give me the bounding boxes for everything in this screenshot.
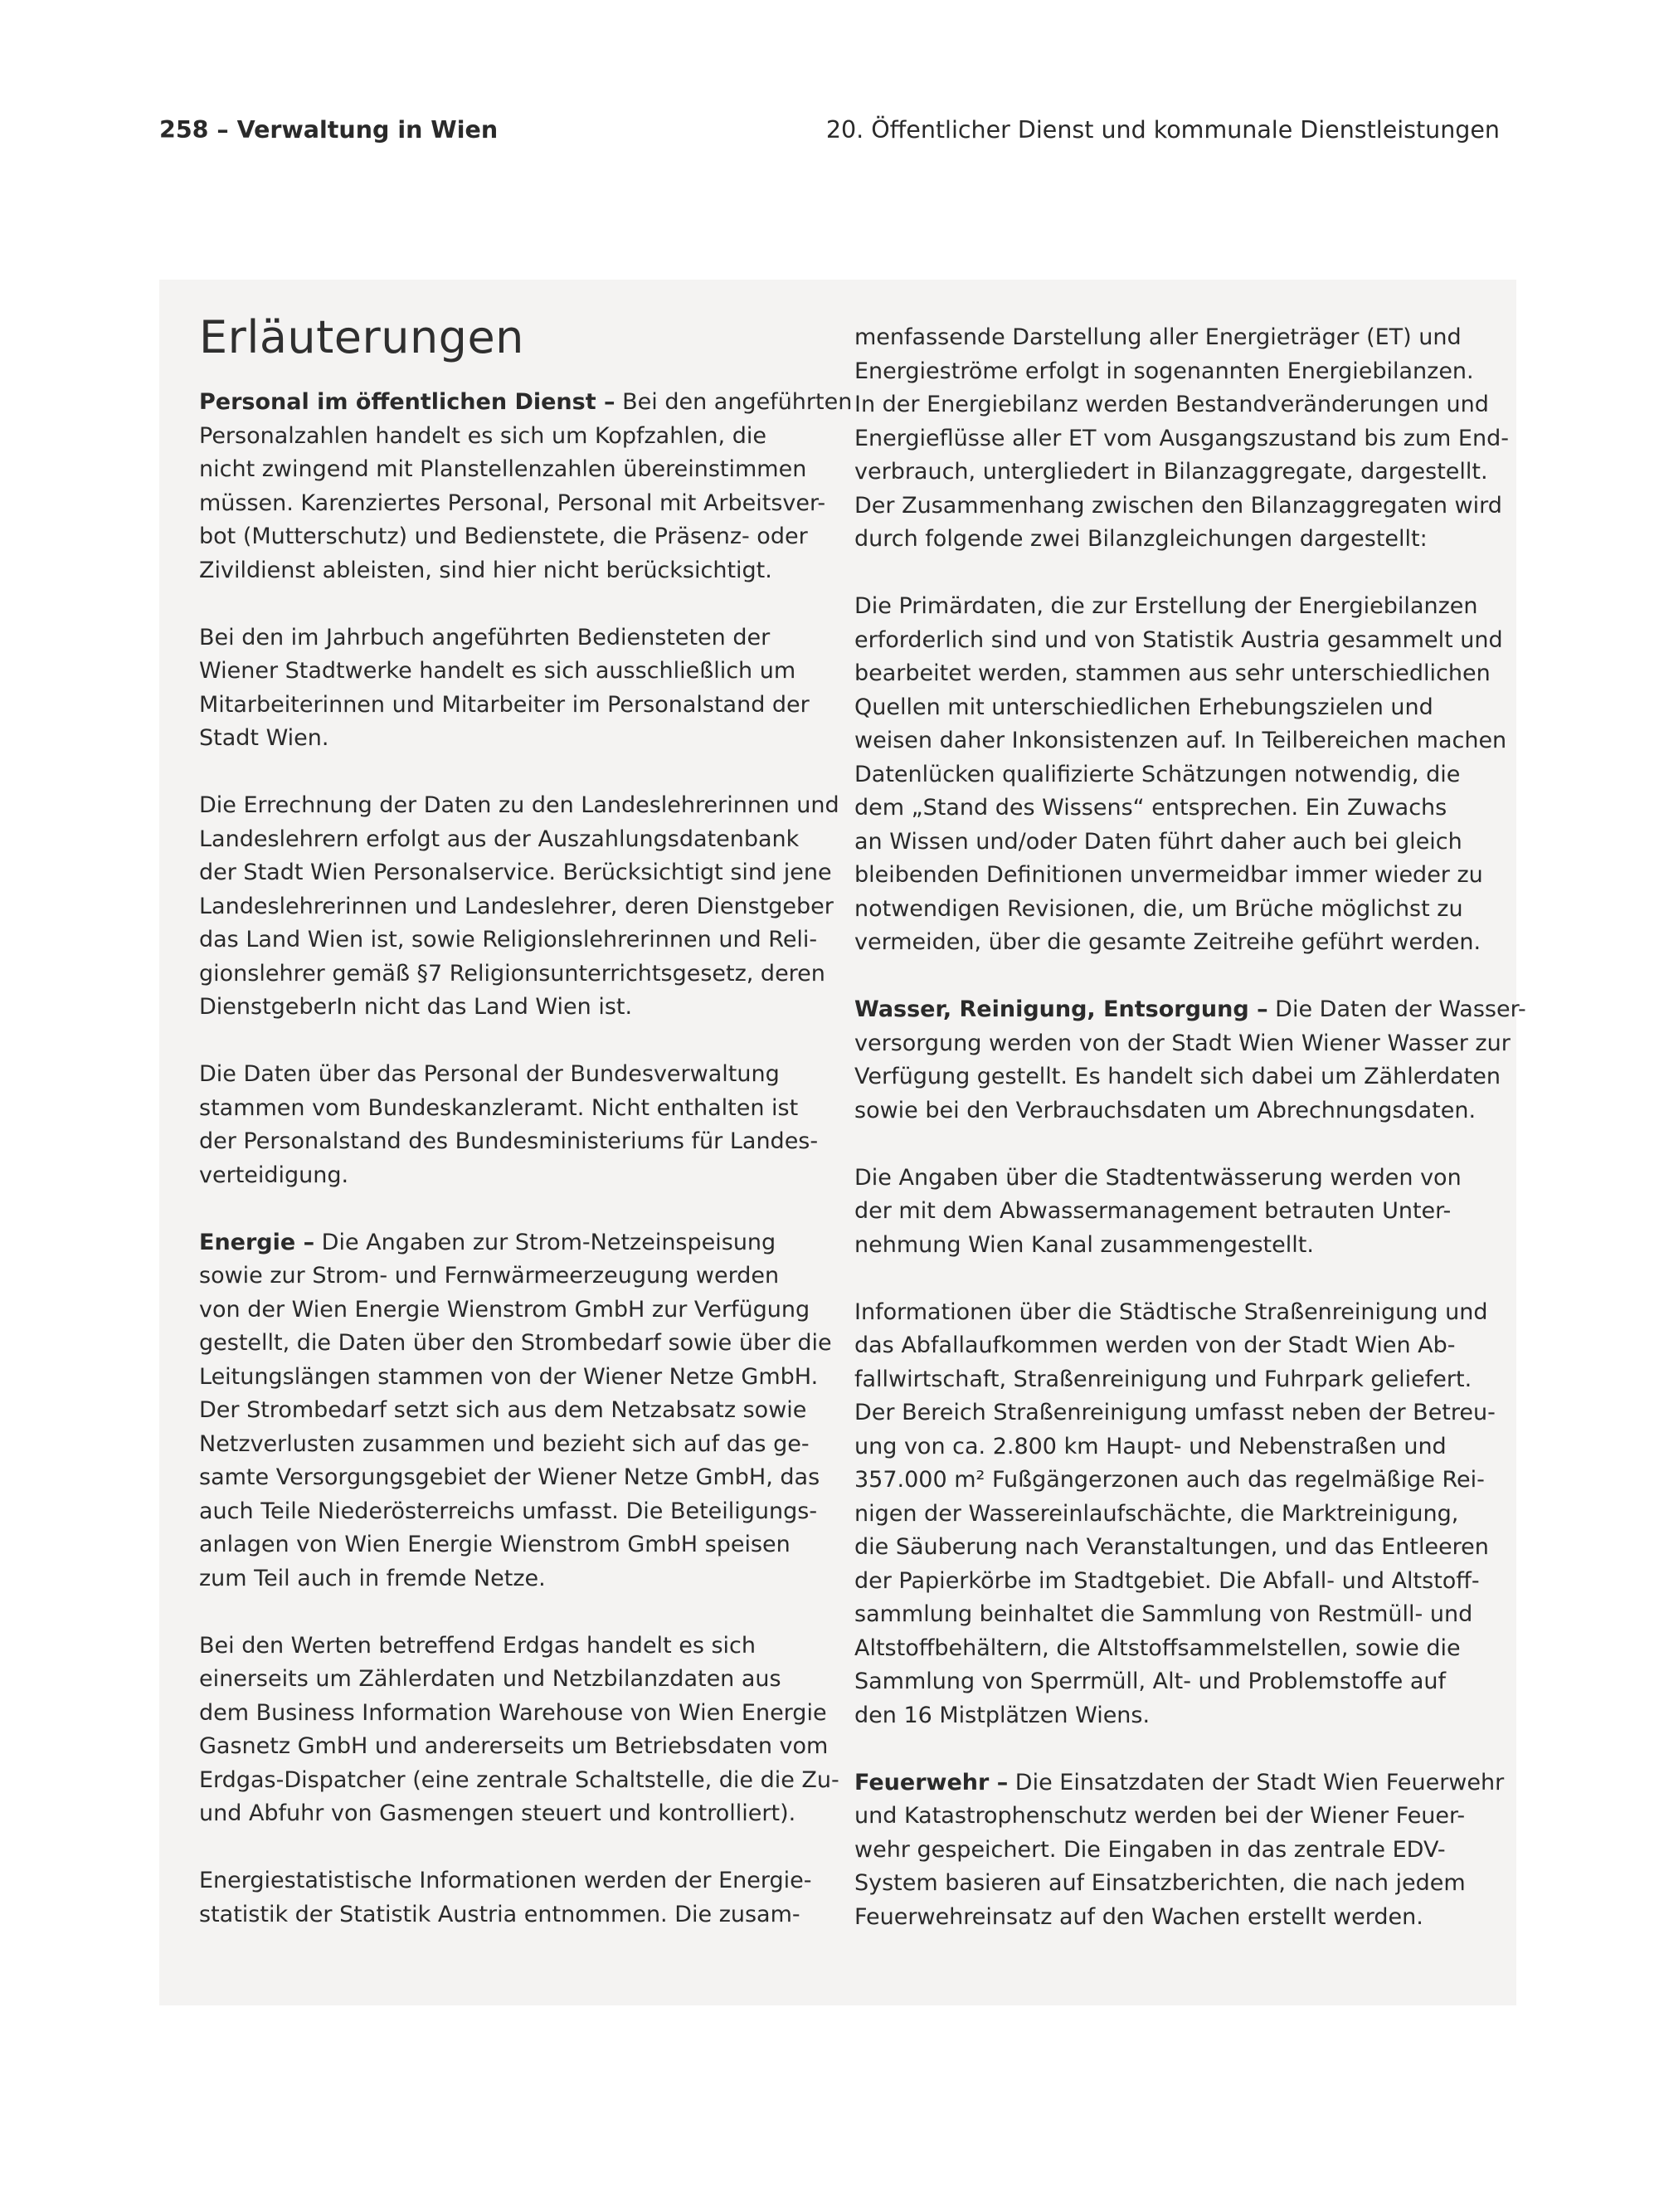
text-line bbox=[854, 1665, 1483, 1699]
text-line bbox=[854, 1430, 1483, 1464]
text-line bbox=[854, 1632, 1483, 1666]
line-text: Die Daten der Wasser- bbox=[1267, 996, 1526, 1022]
line-text: an Wissen und/oder Daten führt daher auch bei gleich bbox=[854, 828, 1462, 855]
paragraph bbox=[854, 590, 1507, 960]
paragraph bbox=[854, 1162, 1483, 1263]
text-line bbox=[199, 1730, 828, 1764]
text-line bbox=[854, 1699, 1483, 1733]
line-text: Erdgas-Dispatcher (eine zentrale Schaltstelle, die die Zu- bbox=[199, 1766, 839, 1793]
paragraph-lead: Energie – bbox=[199, 1229, 315, 1255]
line-text: Leitungslängen stammen von der Wiener Netze GmbH. bbox=[199, 1363, 819, 1390]
paragraph bbox=[854, 321, 1509, 557]
line-text: Der Bereich Straßenreinigung umfasst neben der Betreu- bbox=[854, 1400, 1496, 1425]
paragraph-lead: Personal im öffentlichen Dienst – bbox=[199, 389, 615, 415]
line-text: Der Strombedarf setzt sich aus dem Netzabsatz sowie bbox=[199, 1397, 807, 1423]
text-line bbox=[199, 1797, 828, 1831]
right-column-paragraphs bbox=[854, 321, 1526, 1934]
line-text: zum Teil auch in fremde Netze. bbox=[199, 1565, 546, 1591]
text-line bbox=[854, 590, 1483, 624]
line-text: Die Einsatzdaten der Stadt Wien Feuerwehr bbox=[1008, 1769, 1505, 1795]
line-text: dem „Stand des Wissens“ entsprechen. Ein Zuwachs bbox=[854, 795, 1447, 821]
text-line bbox=[199, 923, 828, 957]
text-line bbox=[199, 689, 828, 723]
line-text: verteidigung. bbox=[199, 1162, 349, 1188]
line-text: das Land Wien ist, sowie Religionslehrerinnen und Reli- bbox=[199, 927, 818, 953]
line-text: sowie zur Strom- und Fernwärmeerzeugung werden bbox=[199, 1263, 780, 1289]
text-line bbox=[854, 792, 1483, 826]
line-text: statistik der Statistik Austria entnommen. Die zusam- bbox=[199, 1901, 800, 1927]
line-text: bleibenden Definitionen unvermeidbar immer wieder zu bbox=[854, 862, 1483, 888]
text-line bbox=[854, 321, 1483, 355]
line-text: notwendigen Revisionen, die, um Brüche möglichst zu bbox=[854, 895, 1463, 922]
text-line bbox=[199, 722, 828, 756]
text-line bbox=[854, 691, 1483, 725]
line-text: System basieren auf Einsatzberichten, die nach jedem bbox=[854, 1870, 1466, 1896]
line-text: Energieströme erfolgt in sogenannten Energiebilanzen. bbox=[854, 358, 1474, 384]
text-line bbox=[854, 1766, 1505, 1800]
line-text: Stadt Wien. bbox=[199, 725, 329, 751]
text-line bbox=[199, 991, 828, 1025]
line-text: anlagen von Wien Energie Wienstrom GmbH speisen bbox=[199, 1532, 791, 1557]
line-text: stammen vom Bundeskanzleramt. Nicht enthalten ist bbox=[199, 1094, 799, 1121]
line-text: bearbeitet werden, stammen aus sehr unterschiedlichen bbox=[854, 660, 1491, 686]
right-column bbox=[854, 321, 1526, 1934]
line-text: Netzverlusten zusammen und bezieht sich auf das ge- bbox=[199, 1430, 810, 1457]
text-line bbox=[199, 554, 828, 588]
line-text: von der Wien Energie Wienstrom GmbH zur Verfügung bbox=[199, 1296, 810, 1323]
line-text: fallwirtschaft, Straßenreinigung und Fuhrpark geliefert. bbox=[854, 1366, 1472, 1392]
line-text: Gasnetz GmbH und andererseits um Betriebsdaten vom bbox=[199, 1733, 829, 1759]
text-line bbox=[854, 1027, 1511, 1061]
line-text: Bei den im Jahrbuch angeführten Bediensteten der bbox=[199, 624, 771, 650]
line-text: vermeiden, über die gesamte Zeitreihe geführt werden. bbox=[854, 929, 1481, 955]
text-line bbox=[854, 1229, 1483, 1263]
text-line bbox=[199, 386, 853, 420]
paragraph bbox=[199, 621, 828, 756]
text-line bbox=[199, 1159, 828, 1193]
text-line bbox=[854, 1162, 1483, 1196]
line-text: nehmung Wien Kanal zusammengestellt. bbox=[854, 1231, 1314, 1258]
line-text: nigen der Wassereinlaufschächte, die Marktreinigung, bbox=[854, 1500, 1459, 1527]
text-line bbox=[854, 523, 1483, 557]
text-line bbox=[199, 520, 828, 554]
line-text: Wiener Stadtwerke handelt es sich ausschließlich um bbox=[199, 658, 796, 684]
text-line bbox=[199, 856, 832, 890]
line-text: der Stadt Wien Personalservice. Berücksichtigt sind jene bbox=[199, 860, 832, 885]
text-line bbox=[199, 1562, 828, 1596]
paragraph-lead: Wasser, Reinigung, Entsorgung – bbox=[854, 996, 1268, 1022]
line-text: dem Business Information Warehouse von Wien Energie bbox=[199, 1699, 827, 1726]
text-line bbox=[199, 1327, 832, 1361]
line-text: Mitarbeiterinnen und Mitarbeiter im Personalstand der bbox=[199, 691, 810, 718]
line-text: verbrauch, untergliedert in Bilanzaggregate, dargestellt. bbox=[854, 459, 1488, 485]
text-line bbox=[854, 859, 1483, 893]
text-line bbox=[854, 926, 1483, 960]
line-text: der mit dem Abwassermanagement betrauten Unter- bbox=[854, 1198, 1452, 1224]
text-line bbox=[854, 1060, 1501, 1094]
line-text: das Abfallaufkommen werden von der Stadt Wien Ab- bbox=[854, 1333, 1456, 1358]
line-text: ung von ca. 2.800 km Haupt- und Nebenstraßen und bbox=[854, 1433, 1447, 1459]
text-line bbox=[199, 1092, 828, 1126]
text-line bbox=[854, 355, 1483, 389]
text-line bbox=[199, 1294, 828, 1328]
text-line bbox=[854, 1598, 1483, 1632]
line-text: Sammlung von Sperrmüll, Alt- und Problemstoffe auf bbox=[854, 1669, 1446, 1694]
line-text: einerseits um Zählerdaten und Netzbilanzdaten aus bbox=[199, 1666, 781, 1692]
text-line bbox=[199, 1361, 828, 1395]
paragraph bbox=[854, 993, 1526, 1128]
left-column-paragraphs bbox=[199, 386, 853, 1932]
text-line bbox=[854, 1396, 1496, 1430]
line-text: der Personalstand des Bundesministeriums für Landes- bbox=[199, 1128, 819, 1154]
line-text: Die Angaben über die Stadtentwässerung werden von bbox=[854, 1164, 1462, 1191]
left-column bbox=[199, 303, 853, 1932]
line-text: müssen. Karenziertes Personal, Personal mit Arbeitsver- bbox=[199, 490, 826, 516]
text-line bbox=[854, 1329, 1483, 1363]
explanations-title: Erläuterungen bbox=[199, 311, 524, 363]
text-line bbox=[854, 456, 1488, 490]
text-line bbox=[854, 993, 1526, 1027]
text-line bbox=[199, 453, 828, 487]
text-line bbox=[854, 1901, 1483, 1935]
paragraph bbox=[199, 1630, 839, 1831]
text-line bbox=[199, 1528, 828, 1562]
line-text: In der Energiebilanz werden Bestandveränderungen und bbox=[854, 392, 1489, 417]
text-line bbox=[854, 1363, 1483, 1397]
line-text: DienstgeberIn nicht das Land Wien ist. bbox=[199, 994, 633, 1020]
paragraph bbox=[854, 1766, 1505, 1935]
header-page-section: 258 – Verwaltung in Wien bbox=[159, 115, 499, 144]
line-text: Die Primärdaten, die zur Erstellung der Energiebilanzen bbox=[854, 593, 1478, 619]
line-text: Datenlücken qualifizierte Schätzungen notwendig, die bbox=[854, 761, 1461, 787]
line-text: 357.000 m² Fußgängerzonen auch das regelmäßige Rei- bbox=[854, 1467, 1485, 1493]
line-text: versorgung werden von der Stadt Wien Wiener Wasser zur bbox=[854, 1030, 1511, 1056]
line-text: sowie bei den Verbrauchsdaten um Abrechnungsdaten. bbox=[854, 1097, 1477, 1123]
text-line bbox=[199, 420, 828, 454]
text-line bbox=[199, 1461, 828, 1495]
paragraph bbox=[199, 789, 839, 1025]
text-line bbox=[199, 1428, 828, 1462]
line-text: Die Angaben zur Strom-Netzeinspeisung bbox=[314, 1229, 776, 1255]
text-line bbox=[199, 487, 828, 521]
line-text: Feuerwehreinsatz auf den Wachen erstellt werden. bbox=[854, 1903, 1423, 1930]
text-line bbox=[854, 1498, 1483, 1532]
line-text: Zivildienst ableisten, sind hier nicht berücksichtigt. bbox=[199, 557, 772, 583]
line-text: Der Zusammenhang zwischen den Bilanzaggregaten wird bbox=[854, 492, 1502, 519]
paragraph bbox=[199, 1058, 828, 1192]
text-line bbox=[199, 1663, 828, 1697]
line-text: nicht zwingend mit Planstellenzahlen übereinstimmen bbox=[199, 456, 807, 482]
text-line bbox=[199, 1764, 839, 1798]
text-line bbox=[854, 1565, 1483, 1599]
line-text: sammlung beinhaltet die Sammlung von Restmüll- und bbox=[854, 1601, 1473, 1627]
text-line bbox=[854, 1800, 1483, 1834]
running-header bbox=[159, 111, 1500, 148]
text-line bbox=[199, 621, 828, 655]
text-line bbox=[199, 789, 839, 823]
text-line bbox=[199, 1259, 828, 1294]
paragraph bbox=[854, 1296, 1496, 1733]
line-text: Quellen mit unterschiedlichen Erhebungszielen und bbox=[854, 694, 1433, 720]
text-line bbox=[854, 1867, 1483, 1901]
line-text: Energiestatistische Informationen werden der Energie- bbox=[199, 1868, 812, 1893]
text-line bbox=[199, 1058, 828, 1092]
line-text: erforderlich sind und von Statistik Austria gesammelt und bbox=[854, 626, 1503, 653]
text-line bbox=[854, 388, 1489, 422]
line-text: bot (Mutterschutz) und Bedienstete, die Präsenz- oder bbox=[199, 524, 808, 549]
text-line bbox=[854, 758, 1483, 792]
text-line bbox=[199, 1898, 828, 1932]
line-text: der Papierkörbe im Stadtgebiet. Die Abfall- und Altstoff- bbox=[854, 1567, 1480, 1594]
line-text: Bei den Werten betreffend Erdgas handelt es sich bbox=[199, 1632, 757, 1659]
line-text: auch Teile Niederösterreichs umfasst. Die Beteiligungs- bbox=[199, 1498, 818, 1524]
text-line bbox=[199, 823, 828, 857]
line-text: Die Errechnung der Daten zu den Landeslehrerinnen und bbox=[199, 792, 839, 818]
line-text: Bei den angeführten bbox=[615, 389, 853, 415]
line-text: gionslehrer gemäß §7 Religionsunterrichtsgesetz, deren bbox=[199, 960, 825, 987]
text-line bbox=[199, 1394, 828, 1428]
text-line bbox=[854, 422, 1509, 456]
line-text: menfassende Darstellung aller Energieträger (ET) und bbox=[854, 324, 1462, 350]
text-line bbox=[854, 1531, 1489, 1565]
text-line bbox=[199, 1495, 828, 1529]
text-line bbox=[199, 1697, 828, 1731]
explanations-box bbox=[159, 280, 1526, 2005]
line-text: gestellt, die Daten über den Strombedarf sowie über die bbox=[199, 1330, 832, 1356]
text-line bbox=[199, 655, 828, 689]
line-text: Energieflüsse aller ET vom Ausgangszustand bis zum End- bbox=[854, 425, 1509, 451]
text-line bbox=[854, 490, 1502, 524]
line-text: den 16 Mistplätzen Wiens. bbox=[854, 1702, 1151, 1728]
text-line bbox=[854, 1464, 1483, 1498]
line-text: durch folgende zwei Bilanzgleichungen dargestellt: bbox=[854, 526, 1428, 552]
line-text: Die Daten über das Personal der Bundesverwaltung bbox=[199, 1061, 780, 1087]
text-line bbox=[199, 890, 834, 924]
text-line bbox=[854, 826, 1483, 860]
text-line bbox=[854, 724, 1507, 758]
header-chapter-title: 20. Öffentlicher Dienst und kommunale Dienstleistungen bbox=[825, 115, 1500, 144]
text-line bbox=[199, 1226, 828, 1260]
line-text: Landeslehrerinnen und Landeslehrer, deren Dienstgeber bbox=[199, 893, 834, 919]
paragraph bbox=[199, 1864, 828, 1932]
text-line bbox=[854, 1834, 1483, 1868]
text-line bbox=[199, 957, 828, 992]
text-line bbox=[854, 1296, 1488, 1330]
line-text: Personalzahlen handelt es sich um Kopfzahlen, die bbox=[199, 422, 766, 449]
line-text: samte Versorgungsgebiet der Wiener Netze GmbH, das bbox=[199, 1464, 820, 1490]
paragraph bbox=[199, 386, 853, 587]
line-text: weisen daher Inkonsistenzen auf. In Teilbereichen machen bbox=[854, 728, 1507, 753]
text-line bbox=[854, 1195, 1483, 1229]
line-text: Landeslehrern erfolgt aus der Auszahlungsdatenbank bbox=[199, 826, 800, 852]
line-text: die Säuberung nach Veranstaltungen, und das Entleeren bbox=[854, 1534, 1489, 1560]
text-line bbox=[854, 657, 1491, 691]
line-text: und Abfuhr von Gasmengen steuert und kontrolliert). bbox=[199, 1800, 796, 1826]
text-line bbox=[854, 1094, 1483, 1128]
text-line bbox=[199, 1864, 828, 1898]
line-text: Informationen über die Städtische Straßenreinigung und bbox=[854, 1298, 1488, 1325]
text-line bbox=[854, 624, 1503, 658]
paragraph-lead: Feuerwehr – bbox=[854, 1769, 1009, 1795]
text-line bbox=[854, 893, 1483, 927]
paragraph bbox=[199, 1226, 832, 1596]
text-line bbox=[199, 1630, 828, 1664]
line-text: und Katastrophenschutz werden bei der Wiener Feuer- bbox=[854, 1803, 1466, 1829]
line-text: wehr gespeichert. Die Eingaben in das zentrale EDV- bbox=[854, 1836, 1446, 1863]
text-line bbox=[199, 1125, 828, 1159]
line-text: Altstoffbehältern, die Altstoffsammelstellen, sowie die bbox=[854, 1635, 1461, 1661]
line-text: Verfügung gestellt. Es handelt sich dabei um Zählerdaten bbox=[854, 1064, 1501, 1089]
